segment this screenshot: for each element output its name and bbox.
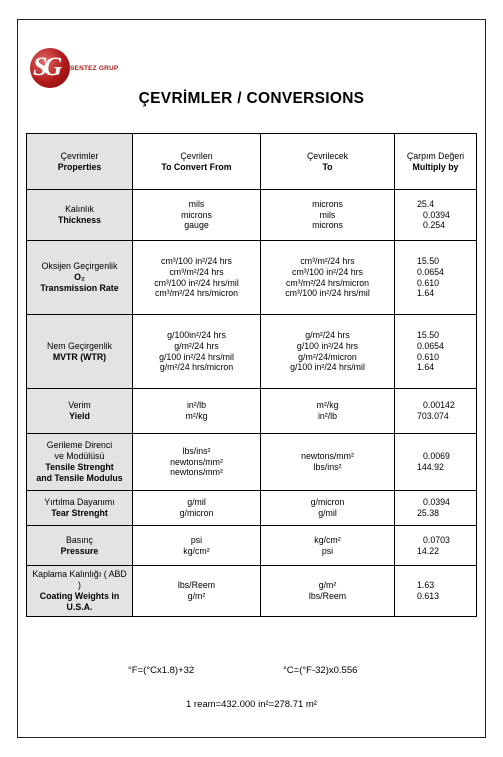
multiplier-value: 0.254 (423, 220, 446, 231)
to-unit: g/100 in²/24 hrs (296, 340, 359, 351)
to-unit: microns (312, 198, 343, 209)
property-cell (27, 389, 133, 434)
table-row (27, 190, 477, 241)
multiplier-value: 15.50 (417, 255, 440, 266)
multiplier-value: 0.0394 (423, 209, 450, 220)
multiplier-cell (395, 190, 477, 241)
multiplier-cell (395, 241, 477, 315)
multiplier-cell (395, 566, 477, 617)
to-unit: g/mil (318, 508, 337, 518)
from-unit: cm³/100 in²/24 hrs/mil (154, 277, 239, 288)
multiplier-value: 0.0703 (423, 534, 450, 545)
multiplier-value: 1.63 (417, 580, 435, 591)
from-unit: g/m²/24 hrs/micron (159, 362, 234, 373)
from-unit: cm³/m²/24 hrs/micron (154, 288, 239, 299)
property-name-en: Transmission Rate (40, 282, 119, 293)
header-from: Çevrilen To Convert From (133, 134, 261, 190)
company-logo (30, 48, 119, 94)
from-unit: g/m²/24 hrs (174, 340, 219, 351)
logo-initials: SG (33, 52, 59, 81)
property-cell (27, 434, 133, 491)
table-row (27, 315, 477, 389)
property-cell (27, 241, 133, 315)
property-name-tr: ve Modülüsü (54, 451, 105, 462)
to-unit-cell (261, 241, 395, 315)
to-unit: cm³/100 in²/24 hrs/mil (285, 288, 370, 299)
from-unit: g/100in²/24 hrs (167, 329, 226, 340)
to-unit: cm³/m²/24 hrs/micron (285, 277, 370, 288)
to-unit-cell (261, 389, 395, 434)
from-unit: psi (190, 534, 203, 545)
from-unit-cell (133, 241, 261, 315)
multiplier-value: 0.00142 (423, 400, 455, 411)
multiplier-cell (395, 389, 477, 434)
table-row (27, 434, 477, 491)
property-cell (27, 526, 133, 566)
property-name-tr: Gerileme Direnci (46, 440, 113, 451)
property-name-en: O₂ (74, 272, 85, 282)
multiplier-value: 144.92 (417, 462, 444, 472)
multiplier-value: 14.22 (417, 545, 440, 556)
to-unit: lbs/ins² (313, 462, 342, 472)
table-row (27, 491, 477, 526)
to-unit-cell (261, 566, 395, 617)
table-row (27, 241, 477, 315)
conversion-table (26, 133, 477, 617)
property-name-en: MVTR (WTR) (52, 351, 107, 362)
from-unit: g/micron (179, 508, 214, 518)
property-name-en: Tensile Strenght (45, 462, 114, 472)
to-unit-cell (261, 315, 395, 389)
property-name-tr: Basınç (66, 534, 93, 545)
multiplier-value: 0.0069 (423, 451, 450, 462)
from-unit: kg/cm² (183, 545, 210, 556)
ream-conversion: 1 ream=432.000 in²=278.71 m² (186, 699, 317, 710)
celsius-formula: °C=(°F-32)x0.556 (283, 665, 358, 676)
from-unit-cell (133, 526, 261, 566)
to-unit: kg/cm² (314, 534, 341, 545)
property-name-en: U.S.A. (66, 601, 93, 612)
to-unit-cell (261, 491, 395, 526)
property-name-en: and Tensile Modulus (36, 472, 123, 483)
table-row (27, 389, 477, 434)
from-unit: mils (188, 198, 205, 209)
to-unit: lbs/Reem (308, 591, 347, 601)
from-unit: g/100 in²/24 hrs/mil (159, 351, 234, 362)
from-unit: lbs/Reem (177, 580, 216, 591)
property-name-tr: Oksijen Geçirgenlik (41, 261, 118, 272)
to-unit: g/micron (310, 497, 345, 508)
property-name-en: Thickness (57, 215, 102, 225)
multiplier-value: 0.0394 (423, 497, 450, 508)
from-unit: newtons/mm² (170, 467, 223, 478)
logo-brand-text: SENTEZ GRUP (70, 65, 119, 72)
property-name-en: Tear Strenght (51, 508, 108, 518)
multiplier-cell (395, 315, 477, 389)
from-unit-cell (133, 315, 261, 389)
from-unit: g/m² (187, 591, 206, 601)
to-unit: cm³/m²/24 hrs (300, 255, 355, 266)
from-unit-cell (133, 190, 261, 241)
to-unit-cell (261, 190, 395, 241)
to-unit: cm³/100 in²/24 hrs (292, 266, 363, 277)
to-unit: psi (321, 545, 334, 556)
property-name-tr: Verim (68, 400, 91, 411)
from-unit: microns (181, 209, 212, 220)
from-unit-cell (133, 566, 261, 617)
multiplier-value: 0.0654 (417, 266, 444, 277)
multiplier-value: 1.64 (417, 288, 435, 299)
to-unit: newtons/mm² (301, 451, 354, 462)
property-name-tr: Nem Geçirgenlik (46, 340, 113, 351)
to-unit-cell (261, 526, 395, 566)
from-unit-cell (133, 491, 261, 526)
multiplier-cell (395, 434, 477, 491)
property-name-tr: Kalınlık (65, 204, 94, 215)
property-name-en: Pressure (60, 545, 99, 556)
from-unit: cm³/100 in²/24 hrs (161, 255, 232, 266)
multiplier-cell (395, 491, 477, 526)
to-unit: g/m²/24 hrs (305, 329, 350, 340)
property-name-tr: Yırtılma Dayanımı (44, 497, 115, 508)
multiplier-value: 0.613 (417, 591, 440, 601)
from-unit: m²/kg (185, 411, 208, 421)
to-unit: g/m²/24/micron (298, 351, 357, 362)
to-unit: in²/lb (317, 411, 338, 421)
from-unit-cell (133, 434, 261, 491)
multiplier-value: 25.4 (417, 198, 435, 209)
table-row (27, 566, 477, 617)
property-name-en: Coating Weights in (39, 591, 120, 601)
multiplier-value: 0.610 (417, 351, 440, 362)
property-cell (27, 491, 133, 526)
from-unit-cell (133, 389, 261, 434)
property-name-en: Yield (69, 411, 90, 421)
multiplier-cell (395, 526, 477, 566)
to-unit: g/100 in²/24 hrs/mil (290, 362, 365, 373)
from-unit: newtons/mm² (170, 456, 223, 467)
multiplier-value: 703.074 (417, 411, 449, 421)
from-unit: lbs/ins² (182, 445, 211, 456)
fahrenheit-formula: °F=(°Cx1.8)+32 (128, 665, 195, 676)
to-unit: mils (319, 209, 336, 220)
to-unit: g/m² (318, 580, 337, 591)
header-multiply: Çarpım Değeri Multiply by (395, 134, 477, 190)
header-to: Çevrilecek To (261, 134, 395, 190)
property-cell (27, 566, 133, 617)
to-unit: microns (312, 220, 343, 231)
from-unit: cm³/m²/24 hrs (169, 266, 224, 277)
header-properties: Çevrimler Properties (27, 134, 133, 190)
page-title: ÇEVRİMLER / CONVERSIONS (138, 90, 365, 107)
multiplier-value: 15.50 (417, 329, 440, 340)
multiplier-value: 0.610 (417, 277, 440, 288)
property-name-tr: Kaplama Kalınlığı ( ABD ) (32, 569, 127, 591)
table-row (27, 526, 477, 566)
from-unit: in²/lb (186, 400, 207, 411)
from-unit: g/mil (187, 497, 206, 508)
multiplier-value: 1.64 (417, 362, 435, 373)
multiplier-value: 0.0654 (417, 340, 444, 351)
from-unit: gauge (184, 220, 209, 231)
multiplier-value: 25.38 (417, 508, 440, 518)
table-header-row (27, 134, 477, 190)
to-unit-cell (261, 434, 395, 491)
to-unit: m²/kg (316, 400, 339, 411)
property-cell (27, 190, 133, 241)
property-cell (27, 315, 133, 389)
